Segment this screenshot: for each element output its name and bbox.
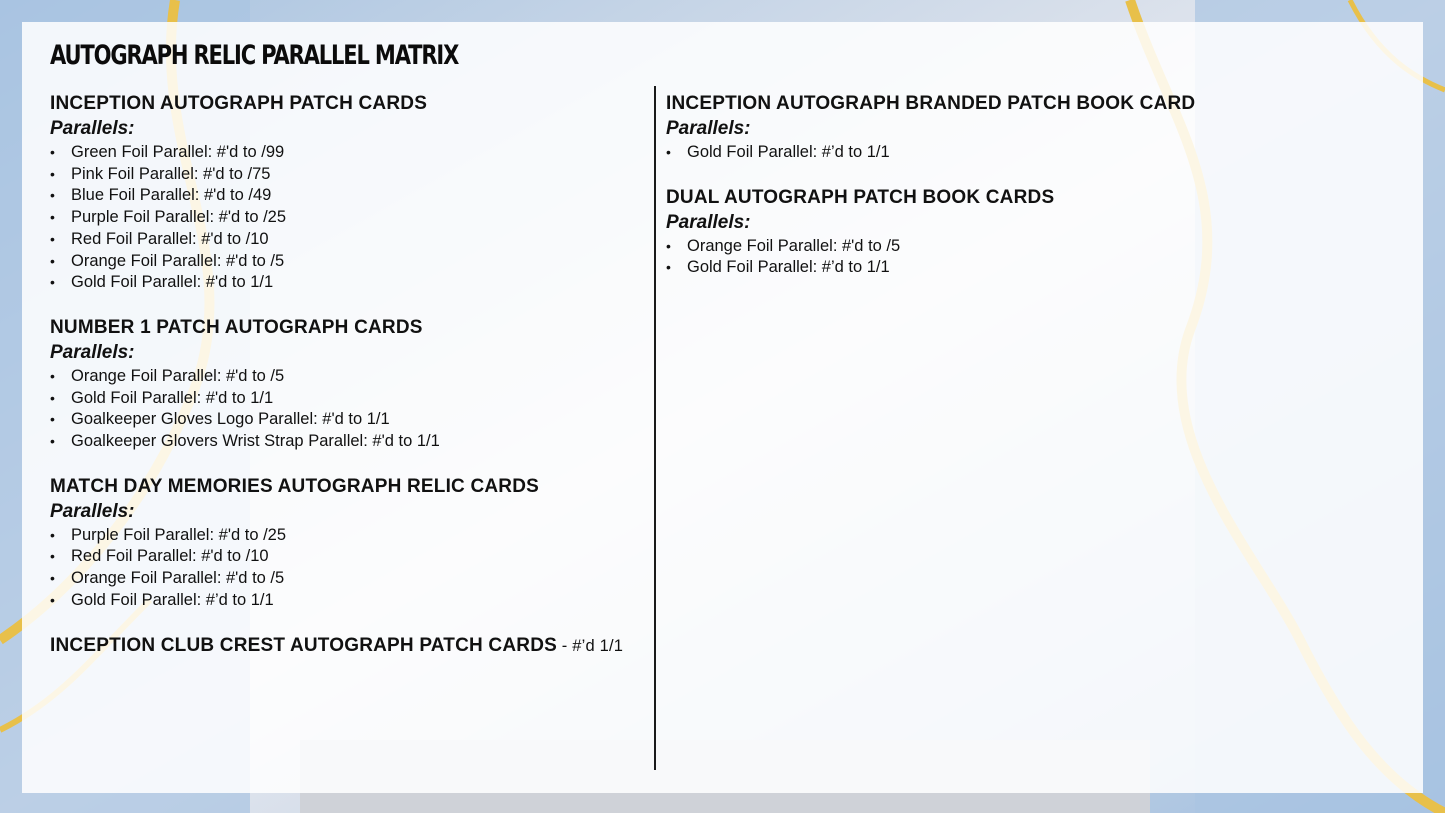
page-title: AUTOGRAPH RELIC PARALLEL MATRIX xyxy=(50,40,459,71)
bullet-icon: • xyxy=(50,411,55,428)
list-item: • Green Foil Parallel: #'d to /99 xyxy=(50,142,650,164)
list-item: • Orange Foil Parallel: #'d to /5 xyxy=(50,251,650,273)
parallels-list xyxy=(50,525,650,612)
list-item: • Gold Foil Parallel: #'d to 1/1 xyxy=(50,388,650,410)
section-dual-autograph-patch-book xyxy=(666,186,1306,279)
list-item: • Gold Foil Parallel: #'d to 1/1 xyxy=(50,272,650,294)
parallels-list xyxy=(666,142,1306,164)
list-item: • Pink Foil Parallel: #'d to /75 xyxy=(50,164,650,186)
parallels-label: Parallels: xyxy=(50,341,135,363)
list-item: • Goalkeeper Glovers Wrist Strap Parallel: #'d to 1/1 xyxy=(50,431,650,453)
list-item: • Blue Foil Parallel: #'d to /49 xyxy=(50,185,650,207)
parallels-list xyxy=(666,236,1306,279)
bullet-icon: • xyxy=(50,389,55,406)
section-heading: MATCH DAY MEMORIES AUTOGRAPH RELIC CARDS xyxy=(50,475,540,497)
section-number-1-patch-autograph xyxy=(50,316,650,453)
list-item: • Gold Foil Parallel: #’d to 1/1 xyxy=(666,257,1306,279)
section-heading: NUMBER 1 PATCH AUTOGRAPH CARDS xyxy=(50,316,423,338)
list-item: • Purple Foil Parallel: #'d to /25 xyxy=(50,525,650,547)
left-column xyxy=(50,92,650,680)
bullet-icon: • xyxy=(50,433,55,450)
section-match-day-memories xyxy=(50,475,650,612)
list-item: • Goalkeeper Gloves Logo Parallel: #'d to 1/1 xyxy=(50,409,650,431)
bullet-icon: • xyxy=(50,274,55,291)
bullet-icon: • xyxy=(50,165,55,182)
numbering-note: - #’d 1/1 xyxy=(556,636,624,655)
list-item: • Orange Foil Parallel: #'d to /5 xyxy=(50,568,650,590)
bullet-icon: • xyxy=(50,252,55,269)
bullet-icon: • xyxy=(50,526,55,543)
section-heading: INCEPTION AUTOGRAPH BRANDED PATCH BOOK CARD xyxy=(666,93,1196,114)
bullet-icon: • xyxy=(50,209,55,226)
section-inception-autograph-patch xyxy=(50,92,650,294)
parallels-label: Parallels: xyxy=(50,500,135,522)
list-item: • Purple Foil Parallel: #'d to /25 xyxy=(50,207,650,229)
parallels-list xyxy=(50,366,650,453)
bullet-icon: • xyxy=(50,570,55,587)
right-column xyxy=(666,92,1306,301)
section-heading: INCEPTION CLUB CREST AUTOGRAPH PATCH CARDS - #’d 1/1 xyxy=(50,634,624,656)
section-inception-club-crest xyxy=(50,634,650,658)
section-heading: INCEPTION AUTOGRAPH PATCH CARDS xyxy=(50,93,428,114)
parallels-label: Parallels: xyxy=(50,118,135,139)
parallels-label: Parallels: xyxy=(666,118,751,139)
parallels-label: Parallels: xyxy=(666,211,751,233)
bullet-icon: • xyxy=(666,144,671,160)
bullet-icon: • xyxy=(666,259,671,276)
bullet-icon: • xyxy=(50,591,55,608)
section-inception-branded-patch-book xyxy=(666,92,1306,164)
bullet-icon: • xyxy=(50,144,55,160)
list-item: • Orange Foil Parallel: #'d to /5 xyxy=(666,236,1306,258)
section-heading: DUAL AUTOGRAPH PATCH BOOK CARDS xyxy=(666,186,1055,208)
bullet-icon: • xyxy=(50,230,55,247)
bullet-icon: • xyxy=(50,367,55,384)
list-item: • Gold Foil Parallel: #’d to 1/1 xyxy=(50,590,650,612)
bullet-icon: • xyxy=(666,237,671,254)
bullet-icon: • xyxy=(50,187,55,204)
parallels-list xyxy=(50,142,650,294)
bullet-icon: • xyxy=(50,548,55,565)
list-item: • Red Foil Parallel: #'d to /10 xyxy=(50,546,650,568)
column-divider xyxy=(654,86,656,770)
list-item: • Gold Foil Parallel: #’d to 1/1 xyxy=(666,142,1306,164)
list-item: • Orange Foil Parallel: #'d to /5 xyxy=(50,366,650,388)
list-item: • Red Foil Parallel: #'d to /10 xyxy=(50,229,650,251)
